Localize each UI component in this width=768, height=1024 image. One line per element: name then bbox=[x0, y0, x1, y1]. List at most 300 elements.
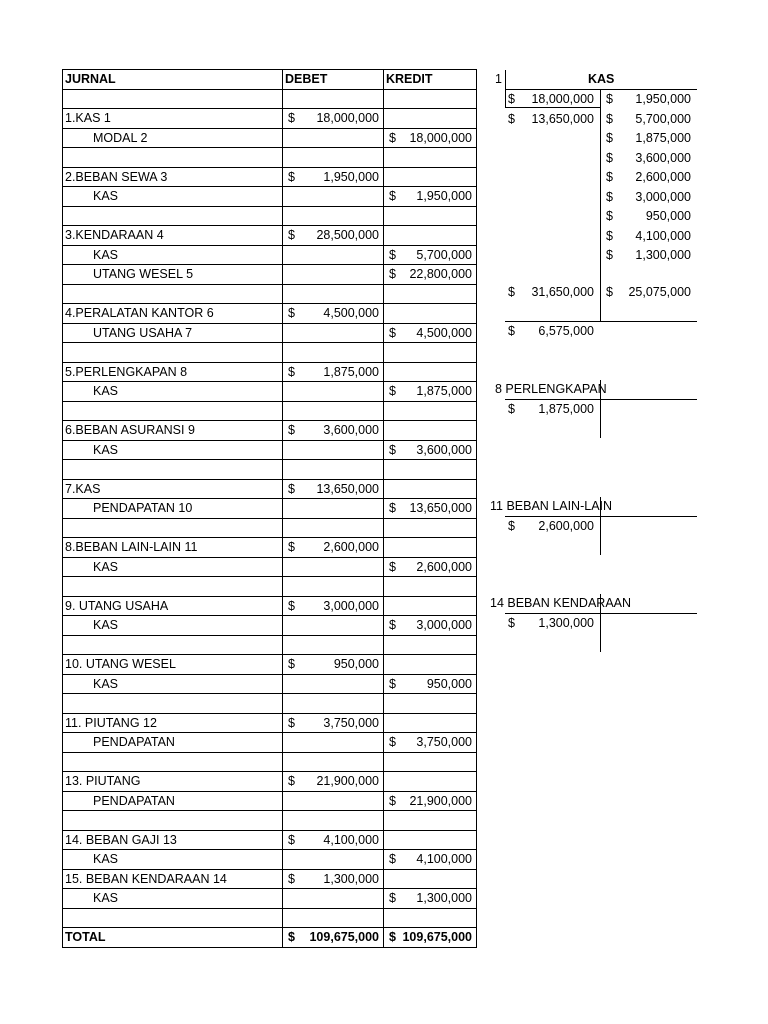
currency-symbol: $ bbox=[606, 285, 613, 299]
journal-credit-cell bbox=[384, 128, 477, 148]
journal-debit-cell-value: 1,950,000 bbox=[323, 169, 379, 184]
currency-symbol: $ bbox=[288, 306, 295, 321]
ledger-kas-credit-value: 3,000,000 bbox=[635, 189, 691, 204]
journal-row bbox=[63, 343, 477, 363]
journal-account-cell: 14. BEBAN GAJI 13 bbox=[63, 830, 283, 850]
journal-account-cell: 15. BEBAN KENDARAAN 14 bbox=[63, 869, 283, 889]
journal-account-cell bbox=[63, 343, 283, 363]
journal-debit-cell bbox=[283, 889, 384, 909]
ledger-kas-credit bbox=[606, 246, 691, 264]
journal-debit-cell bbox=[283, 362, 384, 382]
ledger-kas-credit bbox=[606, 168, 691, 186]
journal-credit-cell-value: 1,950,000 bbox=[416, 189, 472, 204]
journal-credit-cell bbox=[384, 401, 477, 421]
journal-credit-cell bbox=[384, 596, 477, 616]
journal-row bbox=[63, 908, 477, 928]
journal-credit-cell-value: 22,800,000 bbox=[409, 267, 472, 282]
journal-header-row bbox=[63, 70, 477, 90]
journal-account-cell: 6.BEBAN ASURANSI 9 bbox=[63, 421, 283, 441]
journal-credit-cell bbox=[384, 421, 477, 441]
journal-row bbox=[63, 323, 477, 343]
journal-row bbox=[63, 187, 477, 207]
journal-credit-cell bbox=[384, 479, 477, 499]
currency-symbol: $ bbox=[389, 501, 396, 516]
journal-debit-cell bbox=[283, 245, 384, 265]
journal-total-debit-value: 109,675,000 bbox=[309, 930, 379, 945]
ledger-kas-center-line bbox=[600, 89, 601, 322]
journal-debit-cell bbox=[283, 830, 384, 850]
journal-account-cell bbox=[63, 635, 283, 655]
journal-debit-cell bbox=[283, 518, 384, 538]
journal-debit-cell bbox=[283, 616, 384, 636]
journal-credit-cell bbox=[384, 713, 477, 733]
currency-symbol: $ bbox=[606, 150, 613, 165]
journal-credit-cell bbox=[384, 674, 477, 694]
journal-debit-cell-value: 4,100,000 bbox=[323, 832, 379, 847]
journal-debit-cell bbox=[283, 557, 384, 577]
currency-symbol: $ bbox=[389, 852, 396, 867]
ledger-kas-credit bbox=[606, 90, 691, 108]
journal-debit-cell-value: 3,000,000 bbox=[323, 598, 379, 613]
currency-symbol: $ bbox=[508, 285, 515, 299]
journal-credit-cell-value: 4,100,000 bbox=[416, 852, 472, 867]
journal-credit-cell bbox=[384, 655, 477, 675]
journal-debit-cell bbox=[283, 850, 384, 870]
journal-row bbox=[63, 382, 477, 402]
journal-debit-cell bbox=[283, 382, 384, 402]
journal-account-cell: KAS bbox=[63, 245, 283, 265]
journal-row bbox=[63, 128, 477, 148]
header-jurnal: JURNAL bbox=[63, 70, 283, 90]
journal-row bbox=[63, 869, 477, 889]
journal-row bbox=[63, 635, 477, 655]
journal-credit-cell bbox=[384, 889, 477, 909]
ledger-beban-lain-lain-debit bbox=[508, 517, 594, 535]
journal-row bbox=[63, 733, 477, 753]
journal-account-cell bbox=[63, 460, 283, 480]
journal-total-credit bbox=[384, 928, 477, 948]
journal-row bbox=[63, 89, 477, 109]
journal-row bbox=[63, 616, 477, 636]
journal-account-cell bbox=[63, 694, 283, 714]
journal-debit-cell bbox=[283, 733, 384, 753]
journal-account-cell: 8.BEBAN LAIN-LAIN 11 bbox=[63, 538, 283, 558]
journal-credit-cell bbox=[384, 362, 477, 382]
journal-account-cell bbox=[63, 148, 283, 168]
currency-symbol: $ bbox=[389, 793, 396, 808]
journal-credit-cell bbox=[384, 382, 477, 402]
journal-debit-cell bbox=[283, 343, 384, 363]
journal-account-cell: 11. PIUTANG 12 bbox=[63, 713, 283, 733]
currency-symbol: $ bbox=[508, 402, 515, 416]
currency-symbol: $ bbox=[288, 871, 295, 886]
currency-symbol: $ bbox=[389, 735, 396, 750]
currency-symbol: $ bbox=[288, 774, 295, 789]
currency-symbol: $ bbox=[606, 228, 613, 243]
journal-row bbox=[63, 557, 477, 577]
currency-symbol: $ bbox=[288, 364, 295, 379]
journal-debit-cell bbox=[283, 460, 384, 480]
currency-symbol: $ bbox=[389, 559, 396, 574]
journal-debit-cell bbox=[283, 713, 384, 733]
journal-debit-cell bbox=[283, 791, 384, 811]
journal-row bbox=[63, 850, 477, 870]
currency-symbol: $ bbox=[508, 111, 515, 126]
journal-account-cell bbox=[63, 577, 283, 597]
journal-credit-cell-value: 3,000,000 bbox=[416, 618, 472, 633]
journal-row bbox=[63, 440, 477, 460]
header-kredit: KREDIT bbox=[384, 70, 477, 90]
journal-row bbox=[63, 889, 477, 909]
journal-credit-cell bbox=[384, 206, 477, 226]
journal-account-cell: KAS bbox=[63, 850, 283, 870]
journal-debit-cell-value: 13,650,000 bbox=[316, 481, 379, 496]
currency-symbol: $ bbox=[288, 228, 295, 243]
journal-debit-cell bbox=[283, 538, 384, 558]
ledger-beban-kendaraan-center-line bbox=[600, 594, 601, 652]
currency-symbol: $ bbox=[288, 423, 295, 438]
journal-credit-cell bbox=[384, 908, 477, 928]
ledger-kas-credit-total bbox=[606, 283, 691, 301]
journal-debit-cell bbox=[283, 811, 384, 831]
ledger-kas-debit-value: 18,000,000 bbox=[531, 92, 594, 106]
ledger-kas-debit-total bbox=[508, 283, 594, 301]
currency-symbol: $ bbox=[508, 519, 515, 533]
journal-table bbox=[62, 69, 477, 948]
currency-symbol: $ bbox=[389, 618, 396, 633]
journal-row bbox=[63, 284, 477, 304]
journal-account-cell: KAS bbox=[63, 382, 283, 402]
journal-credit-cell bbox=[384, 167, 477, 187]
ledger-kas-balance bbox=[508, 322, 594, 340]
journal-account-cell: 7.KAS bbox=[63, 479, 283, 499]
journal-account-cell bbox=[63, 284, 283, 304]
journal-credit-cell bbox=[384, 304, 477, 324]
journal-credit-cell bbox=[384, 752, 477, 772]
journal-debit-cell bbox=[283, 499, 384, 519]
journal-account-cell: KAS bbox=[63, 557, 283, 577]
currency-symbol: $ bbox=[606, 209, 613, 223]
journal-debit-cell bbox=[283, 109, 384, 129]
journal-account-cell: PENDAPATAN bbox=[63, 733, 283, 753]
currency-symbol: $ bbox=[389, 130, 396, 145]
journal-credit-cell bbox=[384, 577, 477, 597]
currency-symbol: $ bbox=[606, 92, 613, 106]
currency-symbol: $ bbox=[288, 715, 295, 730]
ledger-kas-credit bbox=[606, 207, 691, 225]
journal-account-cell bbox=[63, 401, 283, 421]
ledger-kas-debit bbox=[508, 90, 594, 108]
journal-row bbox=[63, 596, 477, 616]
ledger-kas-credit bbox=[606, 149, 691, 167]
journal-credit-cell bbox=[384, 635, 477, 655]
ledger-kas-balance-value: 6,575,000 bbox=[538, 324, 594, 338]
journal-credit-cell bbox=[384, 284, 477, 304]
journal-account-cell: KAS bbox=[63, 674, 283, 694]
journal-debit-cell bbox=[283, 265, 384, 285]
journal-account-cell bbox=[63, 908, 283, 928]
journal-debit-cell bbox=[283, 440, 384, 460]
journal-debit-cell bbox=[283, 401, 384, 421]
journal-row bbox=[63, 460, 477, 480]
journal-credit-cell bbox=[384, 245, 477, 265]
journal-credit-cell bbox=[384, 109, 477, 129]
journal-debit-cell-value: 1,875,000 bbox=[323, 364, 379, 379]
ledger-kas-credit-value: 5,700,000 bbox=[635, 111, 691, 126]
journal-credit-cell bbox=[384, 733, 477, 753]
journal-row bbox=[63, 245, 477, 265]
ledger-kas-credit-value: 950,000 bbox=[645, 209, 691, 223]
journal-credit-cell bbox=[384, 557, 477, 577]
journal-account-cell bbox=[63, 206, 283, 226]
journal-row bbox=[63, 362, 477, 382]
journal-credit-cell bbox=[384, 694, 477, 714]
journal-credit-cell bbox=[384, 518, 477, 538]
journal-credit-cell bbox=[384, 89, 477, 109]
ledger-kas-credit-total-value: 25,075,000 bbox=[628, 285, 691, 299]
ledger-perlengkapan-center-line bbox=[600, 380, 601, 438]
journal-debit-cell bbox=[283, 421, 384, 441]
journal-debit-cell bbox=[283, 128, 384, 148]
ledger-beban-lain-lain-title: 11 BEBAN LAIN-LAIN bbox=[490, 499, 613, 513]
journal-account-cell: MODAL 2 bbox=[63, 128, 283, 148]
journal-debit-cell bbox=[283, 323, 384, 343]
currency-symbol: $ bbox=[389, 891, 396, 906]
journal-row bbox=[63, 109, 477, 129]
journal-row bbox=[63, 421, 477, 441]
journal-row bbox=[63, 713, 477, 733]
journal-debit-cell bbox=[283, 772, 384, 792]
journal-debit-cell-value: 2,600,000 bbox=[323, 540, 379, 555]
header-debet: DEBET bbox=[283, 70, 384, 90]
journal-row bbox=[63, 206, 477, 226]
journal-debit-cell-value: 3,600,000 bbox=[323, 423, 379, 438]
journal-debit-cell bbox=[283, 694, 384, 714]
journal-credit-cell-value: 3,600,000 bbox=[416, 442, 472, 457]
journal-credit-cell bbox=[384, 226, 477, 246]
journal-row bbox=[63, 518, 477, 538]
currency-symbol: $ bbox=[389, 267, 396, 282]
journal-debit-cell-value: 950,000 bbox=[333, 657, 379, 672]
ledger-beban-lain-lain-debit-value: 2,600,000 bbox=[538, 519, 594, 533]
journal-credit-cell bbox=[384, 616, 477, 636]
ledger-kas-credit-value: 1,950,000 bbox=[635, 92, 691, 106]
ledger-beban-kendaraan-title: 14 BEBAN KENDARAAN bbox=[490, 596, 632, 610]
ledger-kas-credit bbox=[606, 110, 691, 128]
journal-account-cell bbox=[63, 89, 283, 109]
journal-row bbox=[63, 479, 477, 499]
journal-credit-cell bbox=[384, 811, 477, 831]
journal-credit-cell bbox=[384, 460, 477, 480]
currency-symbol: $ bbox=[288, 598, 295, 613]
currency-symbol: $ bbox=[389, 442, 396, 457]
journal-account-cell: 9. UTANG USAHA bbox=[63, 596, 283, 616]
journal-debit-cell bbox=[283, 596, 384, 616]
journal-debit-cell bbox=[283, 284, 384, 304]
journal-row bbox=[63, 265, 477, 285]
currency-symbol: $ bbox=[606, 248, 613, 262]
journal-debit-cell-value: 4,500,000 bbox=[323, 306, 379, 321]
journal-credit-cell bbox=[384, 440, 477, 460]
journal-account-cell: 10. UTANG WESEL bbox=[63, 655, 283, 675]
ledger-kas-debit-total-value: 31,650,000 bbox=[531, 285, 594, 299]
journal-debit-cell bbox=[283, 226, 384, 246]
currency-symbol: $ bbox=[606, 189, 613, 204]
journal-credit-cell bbox=[384, 869, 477, 889]
journal-credit-cell-value: 18,000,000 bbox=[409, 130, 472, 145]
journal-debit-cell bbox=[283, 206, 384, 226]
currency-symbol: $ bbox=[288, 930, 295, 945]
journal-row bbox=[63, 772, 477, 792]
journal-account-cell: UTANG USAHA 7 bbox=[63, 323, 283, 343]
currency-symbol: $ bbox=[389, 930, 396, 945]
journal-debit-cell bbox=[283, 635, 384, 655]
currency-symbol: $ bbox=[508, 92, 515, 106]
journal-account-cell: PENDAPATAN bbox=[63, 791, 283, 811]
journal-row bbox=[63, 499, 477, 519]
journal-account-cell: KAS bbox=[63, 616, 283, 636]
ledger-beban-kendaraan-debit bbox=[508, 614, 594, 632]
journal-account-cell bbox=[63, 518, 283, 538]
journal-debit-cell bbox=[283, 752, 384, 772]
journal-total-row bbox=[63, 928, 477, 948]
currency-symbol: $ bbox=[389, 247, 396, 262]
ledger-beban-lain-lain-center-line bbox=[600, 497, 601, 555]
ledger-kas-title: KAS bbox=[588, 72, 615, 86]
journal-credit-cell bbox=[384, 187, 477, 207]
journal-credit-cell-value: 1,875,000 bbox=[416, 384, 472, 399]
currency-symbol: $ bbox=[288, 111, 295, 126]
ledger-perlengkapan-title: 8 PERLENGKAPAN bbox=[495, 382, 607, 396]
currency-symbol: $ bbox=[389, 384, 396, 399]
currency-symbol: $ bbox=[606, 170, 613, 184]
journal-account-cell: 2.BEBAN SEWA 3 bbox=[63, 167, 283, 187]
journal-account-cell: 3.KENDARAAN 4 bbox=[63, 226, 283, 246]
journal-debit-cell bbox=[283, 304, 384, 324]
journal-row bbox=[63, 655, 477, 675]
journal-credit-cell bbox=[384, 148, 477, 168]
journal-total-credit-value: 109,675,000 bbox=[402, 930, 472, 945]
journal-credit-cell-value: 1,300,000 bbox=[416, 891, 472, 906]
journal-total-debit bbox=[283, 928, 384, 948]
journal-account-cell: 4.PERALATAN KANTOR 6 bbox=[63, 304, 283, 324]
journal-debit-cell bbox=[283, 869, 384, 889]
ledger-kas-credit-value: 1,300,000 bbox=[635, 248, 691, 262]
ledger-kas-credit bbox=[606, 188, 691, 206]
journal-row bbox=[63, 577, 477, 597]
journal-credit-cell-value: 4,500,000 bbox=[416, 325, 472, 340]
journal-credit-cell bbox=[384, 772, 477, 792]
currency-symbol: $ bbox=[606, 111, 613, 126]
journal-debit-cell bbox=[283, 674, 384, 694]
journal-credit-cell bbox=[384, 265, 477, 285]
currency-symbol: $ bbox=[288, 832, 295, 847]
currency-symbol: $ bbox=[288, 540, 295, 555]
ledger-kas-credit-value: 1,875,000 bbox=[635, 131, 691, 145]
ledger-kas-debit-value: 13,650,000 bbox=[531, 111, 594, 126]
journal-credit-cell-value: 21,900,000 bbox=[409, 793, 472, 808]
journal-credit-cell-value: 950,000 bbox=[426, 676, 472, 691]
journal-credit-cell bbox=[384, 850, 477, 870]
journal-credit-cell bbox=[384, 323, 477, 343]
journal-row bbox=[63, 401, 477, 421]
journal-debit-cell bbox=[283, 655, 384, 675]
journal-debit-cell-value: 1,300,000 bbox=[323, 871, 379, 886]
journal-debit-cell-value: 28,500,000 bbox=[316, 228, 379, 243]
journal-debit-cell-value: 18,000,000 bbox=[316, 111, 379, 126]
journal-credit-cell-value: 2,600,000 bbox=[416, 559, 472, 574]
ledger-kas-debit bbox=[508, 110, 594, 128]
ledger-kas-credit bbox=[606, 129, 691, 147]
journal-credit-cell bbox=[384, 791, 477, 811]
ledger-beban-kendaraan-debit-value: 1,300,000 bbox=[538, 616, 594, 630]
journal-credit-cell-value: 13,650,000 bbox=[409, 501, 472, 516]
ledger-kas-number: 1 bbox=[495, 72, 502, 86]
journal-row bbox=[63, 167, 477, 187]
journal-row bbox=[63, 674, 477, 694]
journal-account-cell bbox=[63, 811, 283, 831]
currency-symbol: $ bbox=[508, 616, 515, 630]
journal-account-cell: KAS bbox=[63, 440, 283, 460]
ledger-kas-credit-value: 2,600,000 bbox=[635, 170, 691, 184]
journal-account-cell bbox=[63, 752, 283, 772]
journal-account-cell: UTANG WESEL 5 bbox=[63, 265, 283, 285]
journal-credit-cell bbox=[384, 343, 477, 363]
ledger-kas-credit-value: 3,600,000 bbox=[635, 150, 691, 165]
journal-debit-cell bbox=[283, 479, 384, 499]
journal-debit-cell bbox=[283, 577, 384, 597]
journal-debit-cell-value: 21,900,000 bbox=[316, 774, 379, 789]
ledger-perlengkapan-debit-value: 1,875,000 bbox=[538, 402, 594, 416]
journal-row bbox=[63, 694, 477, 714]
journal-debit-cell bbox=[283, 89, 384, 109]
currency-symbol: $ bbox=[288, 481, 295, 496]
journal-row bbox=[63, 538, 477, 558]
journal-row bbox=[63, 226, 477, 246]
journal-debit-cell bbox=[283, 908, 384, 928]
journal-credit-cell-value: 3,750,000 bbox=[416, 735, 472, 750]
journal-row bbox=[63, 830, 477, 850]
journal-account-cell: KAS bbox=[63, 187, 283, 207]
journal-account-cell: PENDAPATAN 10 bbox=[63, 499, 283, 519]
journal-row bbox=[63, 752, 477, 772]
ledger-kas-credit-value: 4,100,000 bbox=[635, 228, 691, 243]
journal-account-cell: 5.PERLENGKAPAN 8 bbox=[63, 362, 283, 382]
currency-symbol: $ bbox=[606, 131, 613, 145]
ledger-kas-credit bbox=[606, 227, 691, 245]
currency-symbol: $ bbox=[389, 676, 396, 691]
currency-symbol: $ bbox=[288, 657, 295, 672]
currency-symbol: $ bbox=[508, 324, 515, 338]
currency-symbol: $ bbox=[389, 325, 396, 340]
journal-account-cell: 1.KAS 1 bbox=[63, 109, 283, 129]
journal-credit-cell-value: 5,700,000 bbox=[416, 247, 472, 262]
journal-account-cell: KAS bbox=[63, 889, 283, 909]
currency-symbol: $ bbox=[389, 189, 396, 204]
journal-debit-cell bbox=[283, 148, 384, 168]
journal-debit-cell-value: 3,750,000 bbox=[323, 715, 379, 730]
journal-debit-cell bbox=[283, 167, 384, 187]
journal-row bbox=[63, 304, 477, 324]
ledger-perlengkapan-debit bbox=[508, 400, 594, 418]
journal-credit-cell bbox=[384, 830, 477, 850]
journal-credit-cell bbox=[384, 499, 477, 519]
journal-total-label: TOTAL bbox=[63, 928, 283, 948]
journal-account-cell: 13. PIUTANG bbox=[63, 772, 283, 792]
journal-debit-cell bbox=[283, 187, 384, 207]
journal-row bbox=[63, 811, 477, 831]
journal-row bbox=[63, 791, 477, 811]
